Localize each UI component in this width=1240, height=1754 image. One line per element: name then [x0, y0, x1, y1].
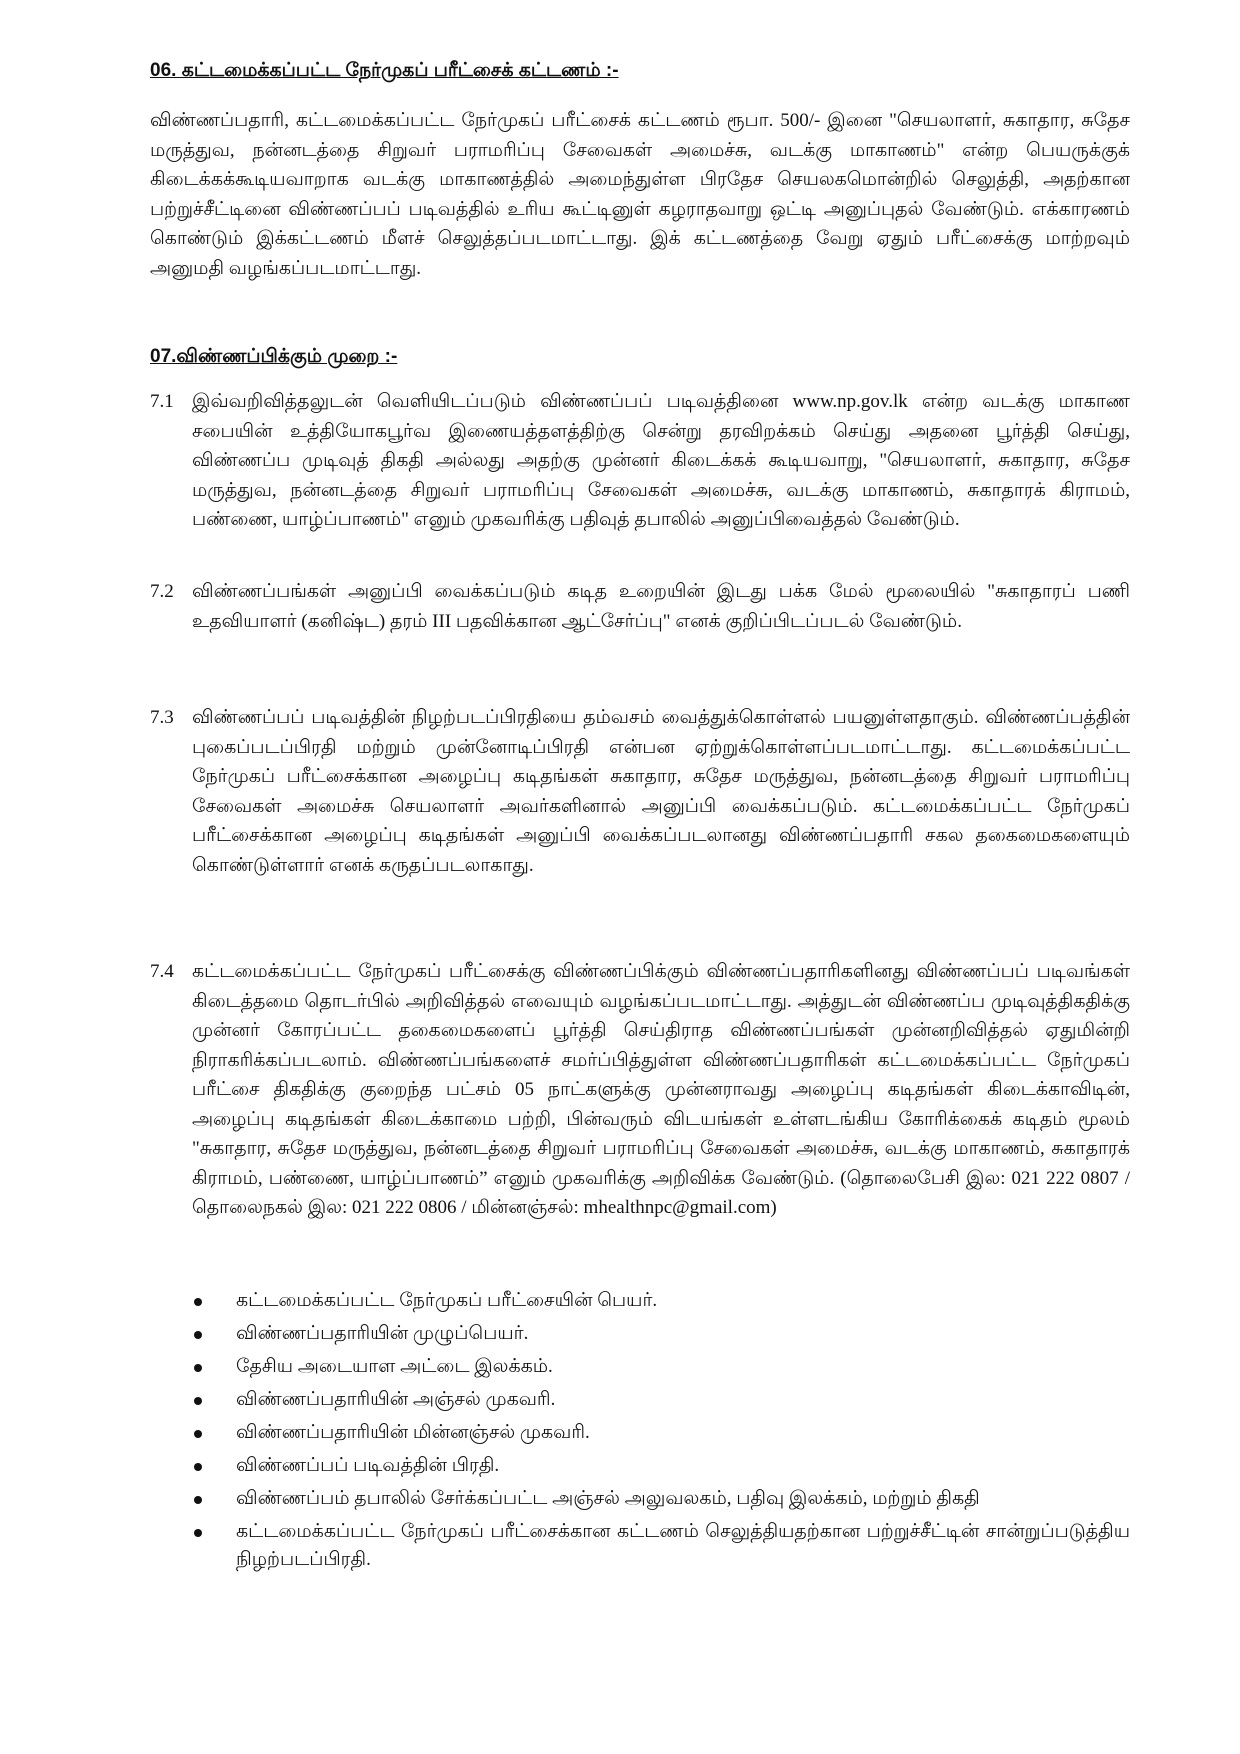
list-item: விண்ணப்பம் தபாலில் சேர்க்கப்பட்ட அஞ்சல் அலுவலகம், பதிவு இலக்கம், மற்றும் திகதி: [190, 1485, 1130, 1513]
item-7-3: [150, 703, 1130, 880]
list-item: விண்ணப்பதாரியின் முழுப்பெயர்.: [190, 1320, 1130, 1348]
item-number: 7.1: [150, 391, 174, 412]
item-text: இவ்வறிவித்தலுடன் வெளியிடப்படும் விண்ணப்பப் படிவத்தினை www.np.gov.lk என்ற வடக்கு மாகாண சபையின் உத்தியோகபூர்வ இணையத்தளத்திற்கு சென்று தரவிறக்கம் செய்து அதனை பூர்த்தி செய்து, விண்ணப்ப முடிவுத் திகதி அல்லது அதற்கு முன்னர் கிடைக்கக் கூடியவாறு, "செயலாளர், சுகாதார, சுதேச மருத்துவ, நன்னடத்தை சிறுவர் பராமரிப்பு சேவைகள் அமைச்சு, வடக்கு மாகாணம், சுகாதாரக் கிராமம், பண்ணை, யாழ்ப்பாணம்" எனும் முகவரிக்கு பதிவுத் தபாலில் அனுப்பிவைத்தல் வேண்டும்.: [192, 391, 1130, 530]
bullet-icon: [194, 1496, 202, 1504]
bullet-icon: [194, 1331, 202, 1339]
section-06-body: விண்ணப்பதாரி, கட்டமைக்கப்பட்ட நேர்முகப் பரீட்சைக் கட்டணம் ரூபா. 500/- இனை "செயலாளர், சுகாதார, சுதேச மருத்துவ, நன்னடத்தை சிறுவர் பராமரிப்பு சேவைகள் அமைச்சு, வடக்கு மாகாணம்" என்ற பெயருக்குக் கிடைக்கக்கூடியவாறாக வடக்கு மாகாணத்தில் அமைந்துள்ள பிரதேச செயலகமொன்றில் செலுத்தி, அதற்கான பற்றுச்சீட்டினை விண்ணப்பப் படிவத்தில் உரிய கூட்டினுள் கழராதவாறு ஒட்டி அனுப்புதல் வேண்டும். எக்காரணம் கொண்டும் இக்கட்டணம் மீளச் செலுத்தப்படமாட்டாது. இக் கட்டணத்தை வேறு ஏதும் பரீட்சைக்கு மாற்றவும் அனுமதி வழங்கப்படமாட்டாது.: [150, 110, 1130, 279]
list-item: விண்ணப்பதாரியின் மின்னஞ்சல் முகவரி.: [190, 1419, 1130, 1447]
bullet-icon: [194, 1298, 202, 1306]
bullet-icon: [194, 1529, 202, 1537]
item-7-4: [150, 957, 1130, 1223]
item-text: விண்ணப்பங்கள் அனுப்பி வைக்கப்படும் கடித உறையின் இடது பக்க மேல் மூலையில் "சுகாதாரப் பணி உதவியாளர் (கனிஷ்ட) தரம் III பதவிக்கான ஆட்சேர்ப்பு" எனக் குறிப்பிடப்படல் வேண்டும்.: [192, 581, 1130, 632]
item-text: விண்ணப்பப் படிவத்தின் நிழற்படப்பிரதியை தம்வசம் வைத்துக்கொள்ளல் பயனுள்ளதாகும். விண்ணப்பத்தின் புகைப்படப்பிரதி மற்றும் முன்னோடிப்பிரதி என்பன ஏற்றுக்கொள்ளப்படமாட்டாது. கட்டமைக்கப்பட்ட நேர்முகப் பரீட்சைக்கான அழைப்பு கடிதங்கள் சுகாதார, சுதேச மருத்துவ, நன்னடத்தை சிறுவர் பராமரிப்பு சேவைகள் அமைச்சு செயலாளர் அவர்களினால் அனுப்பி வைக்கப்படும். கட்டமைக்கப்பட்ட நேர்முகப் பரீட்சைக்கான அழைப்பு கடிதங்கள் அனுப்பி வைக்கப்படலானது விண்ணப்பதாரி சகல தகைமைகளையும் கொண்டுள்ளார் எனக் கருதப்படலாகாது.: [192, 707, 1130, 876]
list-item: கட்டமைக்கப்பட்ட நேர்முகப் பரீட்சைக்கான கட்டணம் செலுத்தியதற்கான பற்றுச்சீட்டின் சான்றுப்படுத்திய நிழற்படப்பிரதி.: [190, 1518, 1130, 1574]
required-details-list: [190, 1287, 1130, 1579]
bullet-icon: [194, 1463, 202, 1471]
bullet-icon: [194, 1364, 202, 1372]
item-7-2: [150, 577, 1130, 636]
list-item: தேசிய அடையாள அட்டை இலக்கம்.: [190, 1353, 1130, 1381]
item-number: 7.3: [150, 707, 174, 728]
list-item: விண்ணப்பப் படிவத்தின் பிரதி.: [190, 1452, 1130, 1480]
list-item: கட்டமைக்கப்பட்ட நேர்முகப் பரீட்சையின் பெயர்.: [190, 1287, 1130, 1315]
list-item: விண்ணப்பதாரியின் அஞ்சல் முகவரி.: [190, 1386, 1130, 1414]
bullet-icon: [194, 1430, 202, 1438]
section-06-heading: 06. கட்டமைக்கப்பட்ட நேர்முகப் பரீட்சைக் கட்டணம் :-: [150, 60, 619, 81]
item-number: 7.2: [150, 581, 174, 602]
item-text: கட்டமைக்கப்பட்ட நேர்முகப் பரீட்சைக்கு விண்ணப்பிக்கும் விண்ணப்பதாரிகளினது விண்ணப்பப் படிவங்கள் கிடைத்தமை தொடர்பில் அறிவித்தல் எவையும் வழங்கப்படமாட்டாது. அத்துடன் விண்ணப்ப முடிவுத்திகதிக்கு முன்னர் கோரப்பட்ட தகைமைகளைப் பூர்த்தி செய்திராத விண்ணப்பங்கள் முன்னறிவித்தல் ஏதுமின்றி நிராகரிக்கப்படலாம். விண்ணப்பங்களைச் சமர்ப்பித்துள்ள விண்ணப்பதாரிகள் கட்டமைக்கப்பட்ட நேர்முகப் பரீட்சை திகதிக்கு குறைந்த பட்சம் 05 நாட்களுக்கு முன்னராவது அழைப்பு கடிதங்கள் கிடைக்காவிடின், அழைப்பு கடிதங்கள் கிடைக்காமை பற்றி, பின்வரும் விடயங்கள் உள்ளடங்கிய கோரிக்கைக் கடிதம் மூலம் "சுகாதார, சுதேச மருத்துவ, நன்னடத்தை சிறுவர் பராமரிப்பு சேவைகள் அமைச்சு, வடக்கு மாகாணம், சுகாதாரக் கிராமம், பண்ணை, யாழ்ப்பாணம்” எனும் முகவரிக்கு அறிவிக்க வேண்டும். (தொலைபேசி இல: 021 222 0807 / தொலைநகல் இல: 021 222 0806 / மின்னஞ்சல்: mhealthnpc@gmail.com): [192, 961, 1130, 1218]
item-7-1: [150, 387, 1130, 535]
section-07-heading: 07.விண்ணப்பிக்கும் முறை :-: [150, 346, 398, 367]
bullet-icon: [194, 1397, 202, 1405]
item-number: 7.4: [150, 961, 174, 982]
